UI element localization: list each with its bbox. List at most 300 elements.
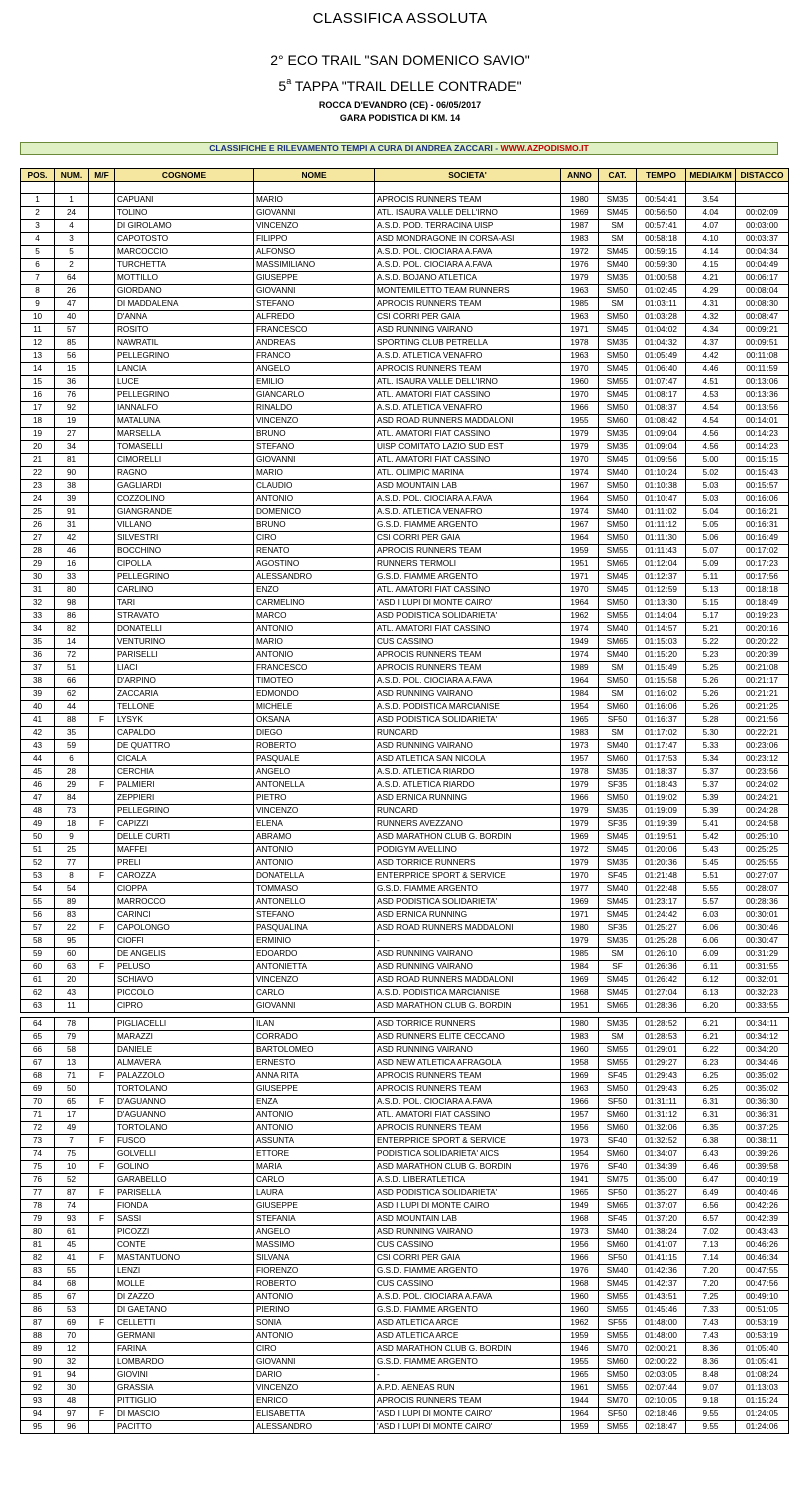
cell-pace: 9.18 <box>686 1395 736 1408</box>
cell-num: 40 <box>55 311 89 324</box>
cell-name: MARCO <box>254 610 375 623</box>
cell-club: CUS CASSINO <box>375 636 561 649</box>
cell-time: 01:09:56 <box>637 454 686 467</box>
cell-category: SM <box>599 688 637 701</box>
cell-pos: 63 <box>21 1000 55 1013</box>
cell-name: ANTONELLA <box>254 779 375 792</box>
cell-time: 01:41:15 <box>637 1252 686 1265</box>
cell-pace: 5.28 <box>686 714 736 727</box>
cell-num: 24 <box>55 207 89 220</box>
cell-surname: FUSCO <box>115 1135 254 1148</box>
cell-club: ASD MARATHON CLUB G. BORDIN <box>375 1343 561 1356</box>
cell-time: 01:03:28 <box>637 311 686 324</box>
cell-time: 01:31:11 <box>637 1096 686 1109</box>
cell-time: 01:07:47 <box>637 376 686 389</box>
table-row <box>21 324 789 337</box>
cell-club: ATL. ISAURA VALLE DELL'IRNO <box>375 376 561 389</box>
cell-gap: 00:20:16 <box>736 623 789 636</box>
table-row <box>21 935 789 948</box>
cell-pace: 4.32 <box>686 311 736 324</box>
empty-cell <box>89 182 115 194</box>
cell-name: FRANCO <box>254 350 375 363</box>
cell-num: 91 <box>55 506 89 519</box>
cell-pace: 7.43 <box>686 1330 736 1343</box>
cell-sex <box>89 935 115 948</box>
cell-sex <box>89 532 115 545</box>
cell-name: ENRICO <box>254 1395 375 1408</box>
cell-time: 01:11:02 <box>637 506 686 519</box>
cell-surname: PACITTO <box>115 1421 254 1434</box>
cell-surname: GAGLIARDI <box>115 480 254 493</box>
cell-name: VINCENZO <box>254 1382 375 1395</box>
cell-name: ROBERTO <box>254 740 375 753</box>
cell-club: ATL. ISAURA VALLE DELL'IRNO <box>375 207 561 220</box>
cell-pace: 4.56 <box>686 428 736 441</box>
cell-year: 1970 <box>561 870 599 883</box>
cell-pace: 4.07 <box>686 220 736 233</box>
cell-num: 57 <box>55 324 89 337</box>
cell-gap: 00:23:56 <box>736 766 789 779</box>
cell-pace: 5.23 <box>686 649 736 662</box>
cell-gap: 00:15:43 <box>736 467 789 480</box>
cell-time: 01:11:30 <box>637 532 686 545</box>
cell-year: 1949 <box>561 636 599 649</box>
table-row <box>21 259 789 272</box>
cell-club: ATL. AMATORI FIAT CASSINO <box>375 454 561 467</box>
blank-row <box>21 182 789 194</box>
cell-time: 01:29:27 <box>637 1057 686 1070</box>
cell-pace: 7.14 <box>686 1252 736 1265</box>
cell-club: - <box>375 935 561 948</box>
cell-pace: 6.25 <box>686 1083 736 1096</box>
cell-surname: ZEPPIERI <box>115 792 254 805</box>
cell-pace: 5.39 <box>686 805 736 818</box>
cell-name: ANTONIO <box>254 1122 375 1135</box>
cell-name: GIOVANNI <box>254 454 375 467</box>
cell-pace: 5.06 <box>686 532 736 545</box>
cell-name: FRANCESCO <box>254 324 375 337</box>
cell-club: SPORTING CLUB PETRELLA <box>375 337 561 350</box>
cell-sex <box>89 857 115 870</box>
cell-sex <box>89 1174 115 1187</box>
cell-num: 87 <box>55 1187 89 1200</box>
cell-gap: 01:24:05 <box>736 1408 789 1421</box>
cell-sex <box>89 402 115 415</box>
cell-num: 60 <box>55 948 89 961</box>
cell-gap: 00:40:19 <box>736 1174 789 1187</box>
cell-pace: 6.21 <box>686 1031 736 1044</box>
cell-time: 01:43:51 <box>637 1291 686 1304</box>
cell-year: 1960 <box>561 376 599 389</box>
cell-pace: 6.47 <box>686 1174 736 1187</box>
cell-category: SF50 <box>599 1252 637 1265</box>
cell-club: G.S.D. FIAMME ARGENTO <box>375 883 561 896</box>
cell-year: 1966 <box>561 1252 599 1265</box>
cell-sex <box>89 467 115 480</box>
cell-surname: CAROZZA <box>115 870 254 883</box>
cell-gap: 00:47:56 <box>736 1278 789 1291</box>
cell-pace: 5.07 <box>686 545 736 558</box>
cell-num: 28 <box>55 766 89 779</box>
cell-year: 1973 <box>561 1226 599 1239</box>
table-row <box>21 1291 789 1304</box>
cell-time: 01:35:27 <box>637 1187 686 1200</box>
cell-year: 1962 <box>561 610 599 623</box>
cell-time: 01:29:43 <box>637 1083 686 1096</box>
column-header-year: ANNO <box>561 169 599 182</box>
cell-surname: GIANGRANDE <box>115 506 254 519</box>
cell-category: SM60 <box>599 1356 637 1369</box>
cell-name: EMILIO <box>254 376 375 389</box>
cell-pos: 42 <box>21 727 55 740</box>
cell-gap: 00:38:11 <box>736 1135 789 1148</box>
cell-club: A.S.D. ATLETICA RIARDO <box>375 779 561 792</box>
cell-club: ASD MARATHON CLUB G. BORDIN <box>375 1161 561 1174</box>
cell-pos: 26 <box>21 519 55 532</box>
table-row <box>21 1252 789 1265</box>
cell-pos: 69 <box>21 1083 55 1096</box>
cell-name: DARIO <box>254 1369 375 1382</box>
cell-gap: 00:13:06 <box>736 376 789 389</box>
cell-year: 1973 <box>561 1135 599 1148</box>
cell-num: 94 <box>55 1369 89 1382</box>
cell-surname: PITTIGLIO <box>115 1395 254 1408</box>
cell-year: 1985 <box>561 298 599 311</box>
cell-category: SM65 <box>599 558 637 571</box>
cell-pace: 5.03 <box>686 493 736 506</box>
cell-num: 78 <box>55 1018 89 1031</box>
cell-pos: 78 <box>21 1200 55 1213</box>
cell-gap: 00:51:05 <box>736 1304 789 1317</box>
cell-surname: PRELI <box>115 857 254 870</box>
table-row <box>21 1122 789 1135</box>
empty-cell <box>375 182 561 194</box>
cell-num: 59 <box>55 740 89 753</box>
cell-pace: 6.46 <box>686 1161 736 1174</box>
cell-name: DIEGO <box>254 727 375 740</box>
cell-sex <box>89 584 115 597</box>
cell-gap: 00:03:00 <box>736 220 789 233</box>
cell-pace: 5.26 <box>686 688 736 701</box>
cell-club: ASD RUNNING VAIRANO <box>375 948 561 961</box>
cell-name: DONATELLA <box>254 870 375 883</box>
cell-surname: BOCCHINO <box>115 545 254 558</box>
cell-num: 46 <box>55 545 89 558</box>
cell-club: ATL. AMATORI FIAT CASSINO <box>375 623 561 636</box>
cell-pos: 57 <box>21 922 55 935</box>
table-row <box>21 1044 789 1057</box>
cell-time: 01:19:09 <box>637 805 686 818</box>
cell-surname: MOLLE <box>115 1278 254 1291</box>
cell-gap: 00:35:02 <box>736 1070 789 1083</box>
cell-surname: LENZI <box>115 1265 254 1278</box>
cell-time: 01:22:48 <box>637 883 686 896</box>
cell-sex: F <box>89 1096 115 1109</box>
cell-pos: 87 <box>21 1317 55 1330</box>
cell-time: 01:26:36 <box>637 961 686 974</box>
cell-pos: 39 <box>21 688 55 701</box>
cell-num: 7 <box>55 1135 89 1148</box>
cell-year: 1955 <box>561 415 599 428</box>
cell-sex <box>89 688 115 701</box>
cell-category: SM45 <box>599 909 637 922</box>
cell-pace: 7.13 <box>686 1239 736 1252</box>
cell-time: 01:09:04 <box>637 428 686 441</box>
cell-pace: 4.54 <box>686 402 736 415</box>
cell-pos: 16 <box>21 389 55 402</box>
cell-year: 1969 <box>561 896 599 909</box>
cell-name: AGOSTINO <box>254 558 375 571</box>
cell-category: SM45 <box>599 831 637 844</box>
cell-time: 01:48:00 <box>637 1330 686 1343</box>
cell-num: 95 <box>55 935 89 948</box>
cell-surname: TURCHETTA <box>115 259 254 272</box>
cell-pace: 7.02 <box>686 1226 736 1239</box>
cell-pos: 25 <box>21 506 55 519</box>
cell-club: APROCIS RUNNERS TEAM <box>375 649 561 662</box>
cell-pos: 20 <box>21 441 55 454</box>
cell-year: 1963 <box>561 1083 599 1096</box>
cell-category: SM40 <box>599 649 637 662</box>
cell-category: SM45 <box>599 974 637 987</box>
cell-pos: 10 <box>21 311 55 324</box>
cell-year: 1984 <box>561 961 599 974</box>
cell-surname: GIOVINI <box>115 1369 254 1382</box>
cell-club: ATL. AMATORI FIAT CASSINO <box>375 428 561 441</box>
cell-num: 18 <box>55 818 89 831</box>
cell-sex: F <box>89 1317 115 1330</box>
cell-club: A.P.D. AENEAS RUN <box>375 1382 561 1395</box>
cell-time: 01:28:53 <box>637 1031 686 1044</box>
cell-num: 5 <box>55 246 89 259</box>
cell-year: 1979 <box>561 272 599 285</box>
cell-pace: 7.33 <box>686 1304 736 1317</box>
cell-name: SILVANA <box>254 1252 375 1265</box>
cell-gap: 00:37:25 <box>736 1122 789 1135</box>
table-row <box>21 883 789 896</box>
table-row <box>21 363 789 376</box>
cell-pos: 53 <box>21 870 55 883</box>
cell-num: 58 <box>55 1044 89 1057</box>
cell-time: 01:32:06 <box>637 1122 686 1135</box>
cell-gap: 00:18:49 <box>736 597 789 610</box>
cell-pos: 84 <box>21 1278 55 1291</box>
cell-gap: 00:15:15 <box>736 454 789 467</box>
cell-num: 30 <box>55 1382 89 1395</box>
cell-category: SF50 <box>599 714 637 727</box>
cell-name: ANDREAS <box>254 337 375 350</box>
cell-club: ASD NEW ATLETICA AFRAGOLA <box>375 1057 561 1070</box>
cell-time: 01:38:24 <box>637 1226 686 1239</box>
cell-surname: GARABELLO <box>115 1174 254 1187</box>
cell-pos: 76 <box>21 1174 55 1187</box>
cell-pace: 4.42 <box>686 350 736 363</box>
cell-time: 02:07:44 <box>637 1382 686 1395</box>
cell-year: 1960 <box>561 1044 599 1057</box>
cell-year: 1959 <box>561 1421 599 1434</box>
cell-gap: 00:53:19 <box>736 1317 789 1330</box>
cell-num: 38 <box>55 480 89 493</box>
cell-sex: F <box>89 779 115 792</box>
cell-surname: DI GAETANO <box>115 1304 254 1317</box>
cell-category: SM55 <box>599 610 637 623</box>
cell-surname: CARINCI <box>115 909 254 922</box>
cell-category: SM40 <box>599 740 637 753</box>
table-row <box>21 428 789 441</box>
cell-gap: 00:46:34 <box>736 1252 789 1265</box>
cell-pace: 4.56 <box>686 441 736 454</box>
cell-pos: 83 <box>21 1265 55 1278</box>
cell-club: RUNCARD <box>375 727 561 740</box>
cell-club: A.S.D. LIBERATLETICA <box>375 1174 561 1187</box>
cell-pace: 3.54 <box>686 194 736 207</box>
cell-club: ASD TORRICE RUNNERS <box>375 1018 561 1031</box>
cell-surname: MARAZZI <box>115 1031 254 1044</box>
cell-gap: 00:08:04 <box>736 285 789 298</box>
cell-sex <box>89 805 115 818</box>
cell-name: ANTONIO <box>254 844 375 857</box>
cell-sex <box>89 1122 115 1135</box>
table-row <box>21 1187 789 1200</box>
cell-pace: 5.37 <box>686 779 736 792</box>
cell-name: ANTONIO <box>254 1109 375 1122</box>
cell-name: VINCENZO <box>254 415 375 428</box>
cell-year: 1963 <box>561 350 599 363</box>
cell-surname: DI ZAZZO <box>115 1291 254 1304</box>
cell-year: 1960 <box>561 1304 599 1317</box>
cell-sex <box>89 389 115 402</box>
cell-pos: 55 <box>21 896 55 909</box>
cell-year: 1954 <box>561 701 599 714</box>
cell-sex <box>89 324 115 337</box>
cell-sex: F <box>89 1252 115 1265</box>
cell-gap: 00:17:02 <box>736 545 789 558</box>
cell-category: SM <box>599 220 637 233</box>
cell-category: SF45 <box>599 1070 637 1083</box>
cell-num: 84 <box>55 792 89 805</box>
cell-sex <box>89 753 115 766</box>
cell-gap: 00:27:07 <box>736 870 789 883</box>
cell-time: 01:34:39 <box>637 1161 686 1174</box>
cell-year: 1959 <box>561 1330 599 1343</box>
cell-club: ASD ROAD RUNNERS MADDALONI <box>375 922 561 935</box>
cell-gap: 00:11:08 <box>736 350 789 363</box>
cell-year: 1970 <box>561 363 599 376</box>
cell-year: 1968 <box>561 987 599 1000</box>
column-header-num: NUM. <box>55 169 89 182</box>
cell-category: SM50 <box>599 532 637 545</box>
cell-num: 88 <box>55 714 89 727</box>
cell-num: 52 <box>55 1174 89 1187</box>
table-row <box>21 1148 789 1161</box>
cell-club: A.S.D. PODISTICA MARCIANISE <box>375 987 561 1000</box>
cell-gap: 00:49:10 <box>736 1291 789 1304</box>
cell-pos: 40 <box>21 701 55 714</box>
cell-name: BARTOLOMEO <box>254 1044 375 1057</box>
table-row <box>21 1031 789 1044</box>
cell-num: 8 <box>55 870 89 883</box>
cell-gap: 00:08:30 <box>736 298 789 311</box>
cell-time: 01:24:42 <box>637 909 686 922</box>
cell-year: 1968 <box>561 1213 599 1226</box>
cell-pace: 5.03 <box>686 480 736 493</box>
cell-club: ASD PODISTICA SOLIDARIETA' <box>375 896 561 909</box>
cell-year: 1965 <box>561 714 599 727</box>
cell-category: SM55 <box>599 545 637 558</box>
cell-name: RINALDO <box>254 402 375 415</box>
table-row <box>21 1304 789 1317</box>
cell-category: SM50 <box>599 311 637 324</box>
table-row <box>21 376 789 389</box>
cell-category: SM35 <box>599 805 637 818</box>
cell-club: ASD ATLETICA SAN NICOLA <box>375 753 561 766</box>
cell-year: 1964 <box>561 597 599 610</box>
cell-pace: 4.34 <box>686 324 736 337</box>
cell-num: 1 <box>55 194 89 207</box>
cell-gap: 00:22:21 <box>736 727 789 740</box>
cell-category: SF40 <box>599 1161 637 1174</box>
cell-pos: 51 <box>21 844 55 857</box>
table-row <box>21 1161 789 1174</box>
cell-num: 54 <box>55 883 89 896</box>
cell-surname: MARSELLA <box>115 428 254 441</box>
cell-num: 15 <box>55 363 89 376</box>
cell-pace: 6.35 <box>686 1122 736 1135</box>
cell-club: A.S.D. PODISTICA MARCIANISE <box>375 701 561 714</box>
cell-sex: F <box>89 1070 115 1083</box>
cell-gap: 00:32:23 <box>736 987 789 1000</box>
table-row <box>21 662 789 675</box>
cell-year: 1963 <box>561 311 599 324</box>
cell-club: ASD MOUNTAIN LAB <box>375 1213 561 1226</box>
cell-category: SM70 <box>599 1395 637 1408</box>
cell-gap: 00:14:23 <box>736 441 789 454</box>
cell-gap: 00:43:43 <box>736 1226 789 1239</box>
cell-category: SF35 <box>599 818 637 831</box>
cell-sex <box>89 1278 115 1291</box>
cell-club: ASD ROAD RUNNERS MADDALONI <box>375 415 561 428</box>
table-row <box>21 701 789 714</box>
table-row <box>21 805 789 818</box>
cell-category: SM70 <box>599 1343 637 1356</box>
cell-sex: F <box>89 714 115 727</box>
cell-name: FRANCESCO <box>254 662 375 675</box>
cell-num: 26 <box>55 285 89 298</box>
cell-category: SM60 <box>599 415 637 428</box>
table-row <box>21 688 789 701</box>
cell-surname: CERCHIA <box>115 766 254 779</box>
cell-club: ASD PODISTICA SOLIDARIETA' <box>375 714 561 727</box>
cell-name: CARLO <box>254 1174 375 1187</box>
cell-name: GIOVANNI <box>254 285 375 298</box>
cell-year: 1964 <box>561 675 599 688</box>
cell-sex <box>89 909 115 922</box>
cell-sex <box>89 948 115 961</box>
cell-year: 1941 <box>561 1174 599 1187</box>
cell-pace: 5.55 <box>686 883 736 896</box>
cell-pace: 5.39 <box>686 792 736 805</box>
cell-pace: 8.48 <box>686 1369 736 1382</box>
cell-gap: 00:46:26 <box>736 1239 789 1252</box>
cell-category: SM40 <box>599 467 637 480</box>
cell-num: 14 <box>55 636 89 649</box>
cell-time: 01:16:06 <box>637 701 686 714</box>
cell-gap: 00:13:36 <box>736 389 789 402</box>
cell-time: 01:37:20 <box>637 1213 686 1226</box>
table-row <box>21 1265 789 1278</box>
cell-club: G.S.D. FIAMME ARGENTO <box>375 1304 561 1317</box>
empty-cell <box>561 182 599 194</box>
